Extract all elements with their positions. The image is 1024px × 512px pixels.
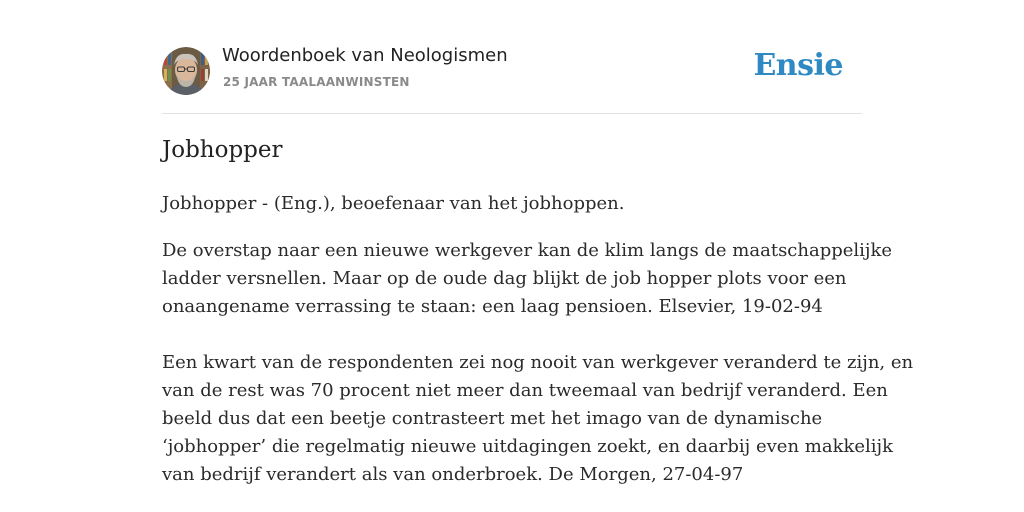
quote-line: van de rest was 70 procent niet meer dan tweemaal van bedrijf veranderd. Een xyxy=(162,380,888,401)
quote-paragraph-1 xyxy=(162,237,892,321)
article-lead: Jobhopper - (Eng.), beoefenaar van het jobhoppen. xyxy=(162,193,625,214)
article-title: Jobhopper xyxy=(162,137,283,163)
header xyxy=(162,0,862,114)
quote-line: van bedrijf verandert als van onderbroek. De Morgen, 27-04-97 xyxy=(162,464,744,485)
quote-line: onaangename verrassing te staan: een laag pensioen. Elsevier, 19-02-94 xyxy=(162,296,823,317)
brand-logo[interactable]: Ensie xyxy=(753,48,843,83)
page-container xyxy=(162,0,914,485)
author-avatar[interactable] xyxy=(162,47,210,95)
quote-line: ‘jobhopper’ die regelmatig nieuwe uitdagingen zoekt, en daarbij even makkelijk xyxy=(162,436,894,457)
quote-line: beeld dus dat een beetje contrasteert met het imago van de dynamische xyxy=(162,408,823,429)
quote-paragraph-2 xyxy=(162,349,913,489)
quote-line: De overstap naar een nieuwe werkgever kan de klim langs de maatschappelijke xyxy=(162,240,893,261)
quote-line: ladder versnellen. Maar op de oude dag blijkt de job hopper plots voor een xyxy=(162,268,847,289)
quote-line: Een kwart van de respondenten zei nog nooit van werkgever veranderd te zijn, en xyxy=(162,352,914,373)
author-subtitle: 25 JAAR TAALAANWINSTEN xyxy=(223,75,410,89)
author-name[interactable]: Woordenboek van Neologismen xyxy=(222,45,508,66)
